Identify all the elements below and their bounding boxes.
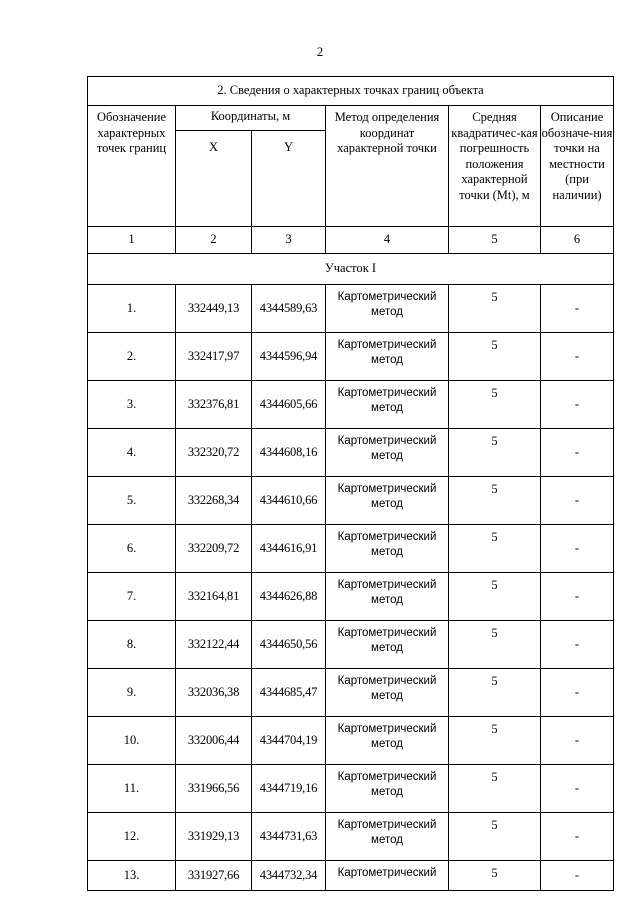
header-coordinates: Координаты, м (176, 106, 326, 131)
description-cell: - (541, 333, 614, 381)
method-cell: Картометрический метод (326, 525, 449, 573)
description-cell: - (541, 669, 614, 717)
method-cell: Картометрический (326, 861, 449, 891)
column-number: 5 (449, 227, 541, 254)
coordinate-x: 332209,72 (176, 525, 252, 573)
coordinate-y: 4344731,63 (252, 813, 326, 861)
column-number: 6 (541, 227, 614, 254)
coordinate-x: 332376,81 (176, 381, 252, 429)
page-number: 2 (316, 44, 324, 59)
table-row (88, 765, 614, 813)
coordinate-x: 332320,72 (176, 429, 252, 477)
coordinate-y: 4344589,63 (252, 285, 326, 333)
error-cell: 5 (449, 669, 541, 717)
error-cell: 5 (449, 573, 541, 621)
column-number: 4 (326, 227, 449, 254)
header-y: Y (252, 131, 326, 227)
table-row (88, 285, 614, 333)
method-cell: Картометрический метод (326, 573, 449, 621)
column-number: 2 (176, 227, 252, 254)
coordinate-x: 332449,13 (176, 285, 252, 333)
description-cell: - (541, 813, 614, 861)
section-heading: Участок I (88, 254, 614, 285)
coordinate-y: 4344732,34 (252, 861, 326, 891)
description-cell: - (541, 525, 614, 573)
point-number: 2. (88, 333, 176, 381)
point-number: 5. (88, 477, 176, 525)
header-x: X (176, 131, 252, 227)
coordinate-x: 331966,56 (176, 765, 252, 813)
coordinate-y: 4344596,94 (252, 333, 326, 381)
table-row (88, 381, 614, 429)
description-cell: - (541, 717, 614, 765)
description-cell: - (541, 285, 614, 333)
description-cell: - (541, 429, 614, 477)
error-cell: 5 (449, 861, 541, 891)
method-cell: Картометрический метод (326, 765, 449, 813)
point-number: 13. (88, 861, 176, 891)
description-cell: - (541, 573, 614, 621)
coordinate-y: 4344626,88 (252, 573, 326, 621)
coordinate-x: 332036,38 (176, 669, 252, 717)
header-method: Метод определения координат характерной точки (326, 106, 449, 227)
description-cell: - (541, 765, 614, 813)
coordinate-y: 4344650,56 (252, 621, 326, 669)
table-row (88, 669, 614, 717)
table-row (88, 813, 614, 861)
point-number: 6. (88, 525, 176, 573)
error-cell: 5 (449, 429, 541, 477)
table-row (88, 429, 614, 477)
error-cell: 5 (449, 813, 541, 861)
coordinate-x: 331929,13 (176, 813, 252, 861)
description-cell: - (541, 477, 614, 525)
error-cell: 5 (449, 477, 541, 525)
method-cell: Картометрический метод (326, 477, 449, 525)
method-cell: Картометрический метод (326, 429, 449, 477)
coordinate-x: 332006,44 (176, 717, 252, 765)
method-cell: Картометрический метод (326, 717, 449, 765)
table-title: 2. Сведения о характерных точках границ объекта (88, 77, 614, 106)
description-cell: - (541, 621, 614, 669)
point-number: 3. (88, 381, 176, 429)
table-row (88, 477, 614, 525)
method-cell: Картометрический метод (326, 669, 449, 717)
error-cell: 5 (449, 765, 541, 813)
point-number: 10. (88, 717, 176, 765)
coordinate-x: 332122,44 (176, 621, 252, 669)
table-row (88, 573, 614, 621)
column-number: 3 (252, 227, 326, 254)
point-number: 12. (88, 813, 176, 861)
coordinate-y: 4344704,19 (252, 717, 326, 765)
description-cell: - (541, 861, 614, 891)
coordinate-x: 332164,81 (176, 573, 252, 621)
coordinate-y: 4344685,47 (252, 669, 326, 717)
point-number: 11. (88, 765, 176, 813)
column-number: 1 (88, 227, 176, 254)
error-cell: 5 (449, 621, 541, 669)
error-cell: 5 (449, 333, 541, 381)
coordinate-x: 332417,97 (176, 333, 252, 381)
point-number: 1. (88, 285, 176, 333)
point-number: 7. (88, 573, 176, 621)
method-cell: Картометрический метод (326, 333, 449, 381)
header-error: Средняя квадратичес-кая погрешность положения характерной точки (Mt), м (449, 106, 541, 227)
error-cell: 5 (449, 717, 541, 765)
point-number: 8. (88, 621, 176, 669)
table-row (88, 333, 614, 381)
description-cell: - (541, 381, 614, 429)
table-row (88, 621, 614, 669)
method-cell: Картометрический метод (326, 621, 449, 669)
table-row (88, 525, 614, 573)
boundary-points-table (87, 76, 614, 891)
table-row (88, 717, 614, 765)
coordinate-y: 4344616,91 (252, 525, 326, 573)
method-cell: Картометрический метод (326, 381, 449, 429)
coordinate-y: 4344608,16 (252, 429, 326, 477)
error-cell: 5 (449, 381, 541, 429)
coordinate-x: 331927,66 (176, 861, 252, 891)
error-cell: 5 (449, 525, 541, 573)
method-cell: Картометрический метод (326, 285, 449, 333)
method-cell: Картометрический метод (326, 813, 449, 861)
point-number: 4. (88, 429, 176, 477)
coordinate-y: 4344605,66 (252, 381, 326, 429)
coordinate-y: 4344719,16 (252, 765, 326, 813)
coordinate-y: 4344610,66 (252, 477, 326, 525)
error-cell: 5 (449, 285, 541, 333)
header-designation: Обозначение характерных точек границ (88, 106, 176, 227)
header-description: Описание обозначе-ния точки на местности (при наличии) (541, 106, 614, 227)
table-row (88, 861, 614, 891)
coordinate-x: 332268,34 (176, 477, 252, 525)
point-number: 9. (88, 669, 176, 717)
